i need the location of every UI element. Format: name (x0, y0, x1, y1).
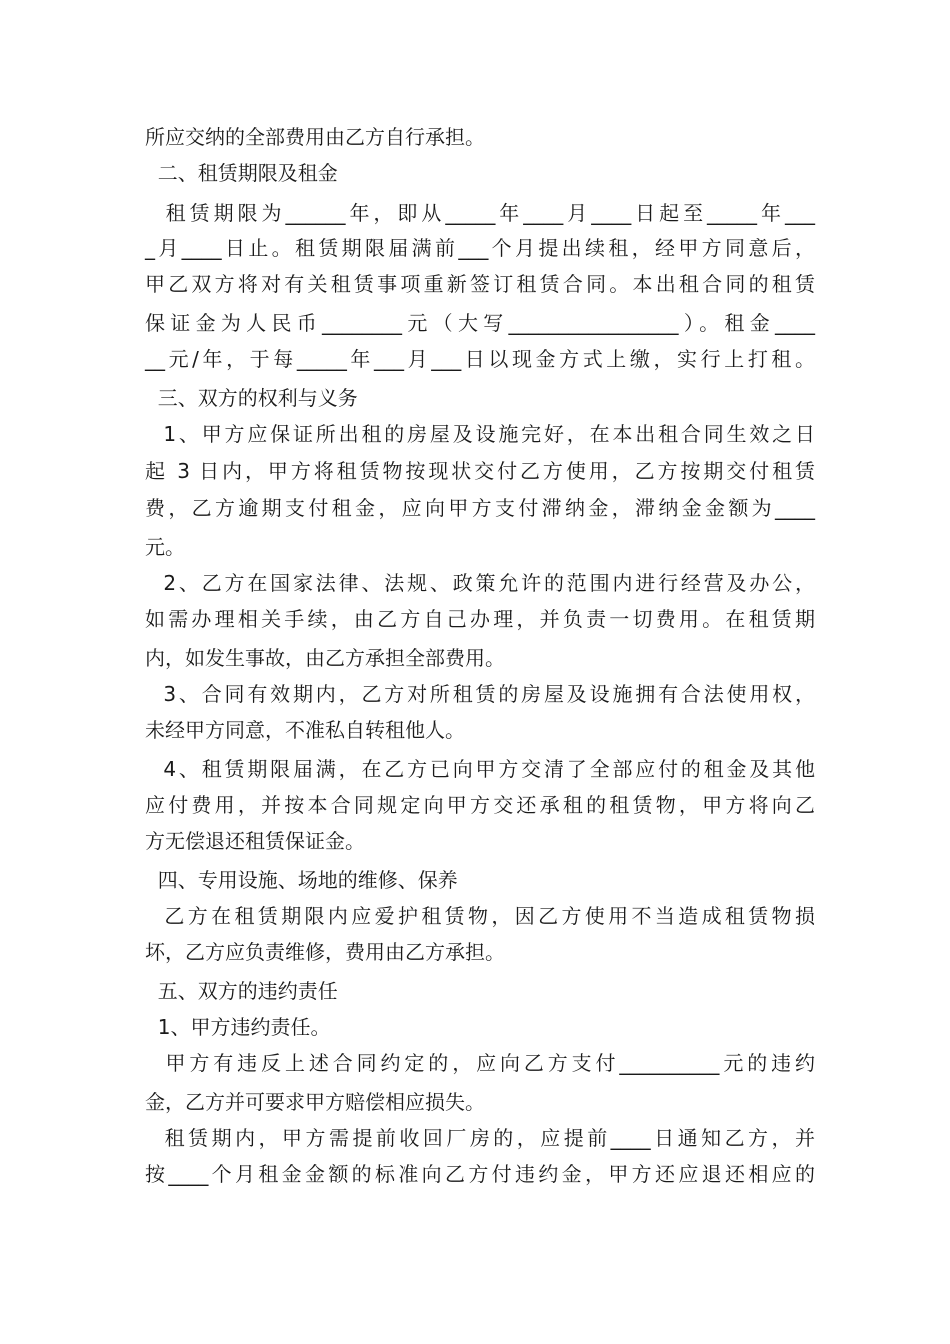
text-line: 方无偿退还租赁保证金。 (145, 829, 365, 853)
section-heading: 五、双方的违约责任 (145, 979, 338, 1003)
text-line: 保证金为人民币________元（大写_________________）。租金____ (145, 311, 815, 335)
text-line: 1、甲方违约责任。 (145, 1015, 331, 1039)
text-line: 4、租赁期限届满，在乙方已向甲方交清了全部应付的租金及其他 (145, 757, 815, 781)
text-line: __元/年，于每_____年___月___日以现金方式上缴，实行上打租。 (145, 347, 815, 371)
text-line: 3、合同有效期内，乙方对所租赁的房屋及设施拥有合法使用权， (145, 682, 815, 706)
text-line: 坏，乙方应负责维修，费用由乙方承担。 (145, 940, 505, 964)
text-line: 所应交纳的全部费用由乙方自行承担。 (145, 125, 485, 149)
text-line: 起 3 日内，甲方将租赁物按现状交付乙方使用，乙方按期交付租赁 (145, 459, 815, 483)
text-line: _月____日止。租赁期限届满前___个月提出续租，经甲方同意后， (145, 236, 815, 260)
text-line: 未经甲方同意，不准私自转租他人。 (145, 718, 465, 742)
text-line: 元。 (145, 535, 185, 559)
text-line: 2、乙方在国家法律、法规、政策允许的范围内进行经营及办公， (145, 571, 815, 595)
text-line: 甲乙双方将对有关租赁事项重新签订租赁合同。本出租合同的租赁 (145, 272, 815, 296)
section-heading: 三、双方的权利与义务 (145, 386, 358, 410)
text-line: 按____个月租金金额的标准向乙方付违约金，甲方还应退还相应的 (145, 1162, 815, 1186)
text-line: 乙方在租赁期限内应爱护租赁物，因乙方使用不当造成租赁物损 (145, 904, 815, 928)
section-heading: 四、专用设施、场地的维修、保养 (145, 868, 458, 892)
text-line: 甲方有违反上述合同约定的，应向乙方支付__________元的违约 (145, 1051, 815, 1075)
text-line: 租赁期内，甲方需提前收回厂房的，应提前____日通知乙方，并 (145, 1126, 815, 1150)
text-line: 如需办理相关手续，由乙方自己办理，并负责一切费用。在租赁期 (145, 607, 815, 631)
text-line: 金，乙方并可要求甲方赔偿相应损失。 (145, 1090, 485, 1114)
text-line: 租赁期限为______年，即从_____年____月____日起至_____年___ (145, 201, 815, 225)
section-heading: 二、租赁期限及租金 (145, 161, 338, 185)
text-line: 费，乙方逾期支付租金，应向甲方支付滞纳金，滞纳金金额为____ (145, 496, 815, 520)
text-line: 内，如发生事故，由乙方承担全部费用。 (145, 646, 505, 670)
text-line: 1、甲方应保证所出租的房屋及设施完好，在本出租合同生效之日 (145, 422, 815, 446)
text-line: 应付费用，并按本合同规定向甲方交还承租的租赁物，甲方将向乙 (145, 793, 815, 817)
